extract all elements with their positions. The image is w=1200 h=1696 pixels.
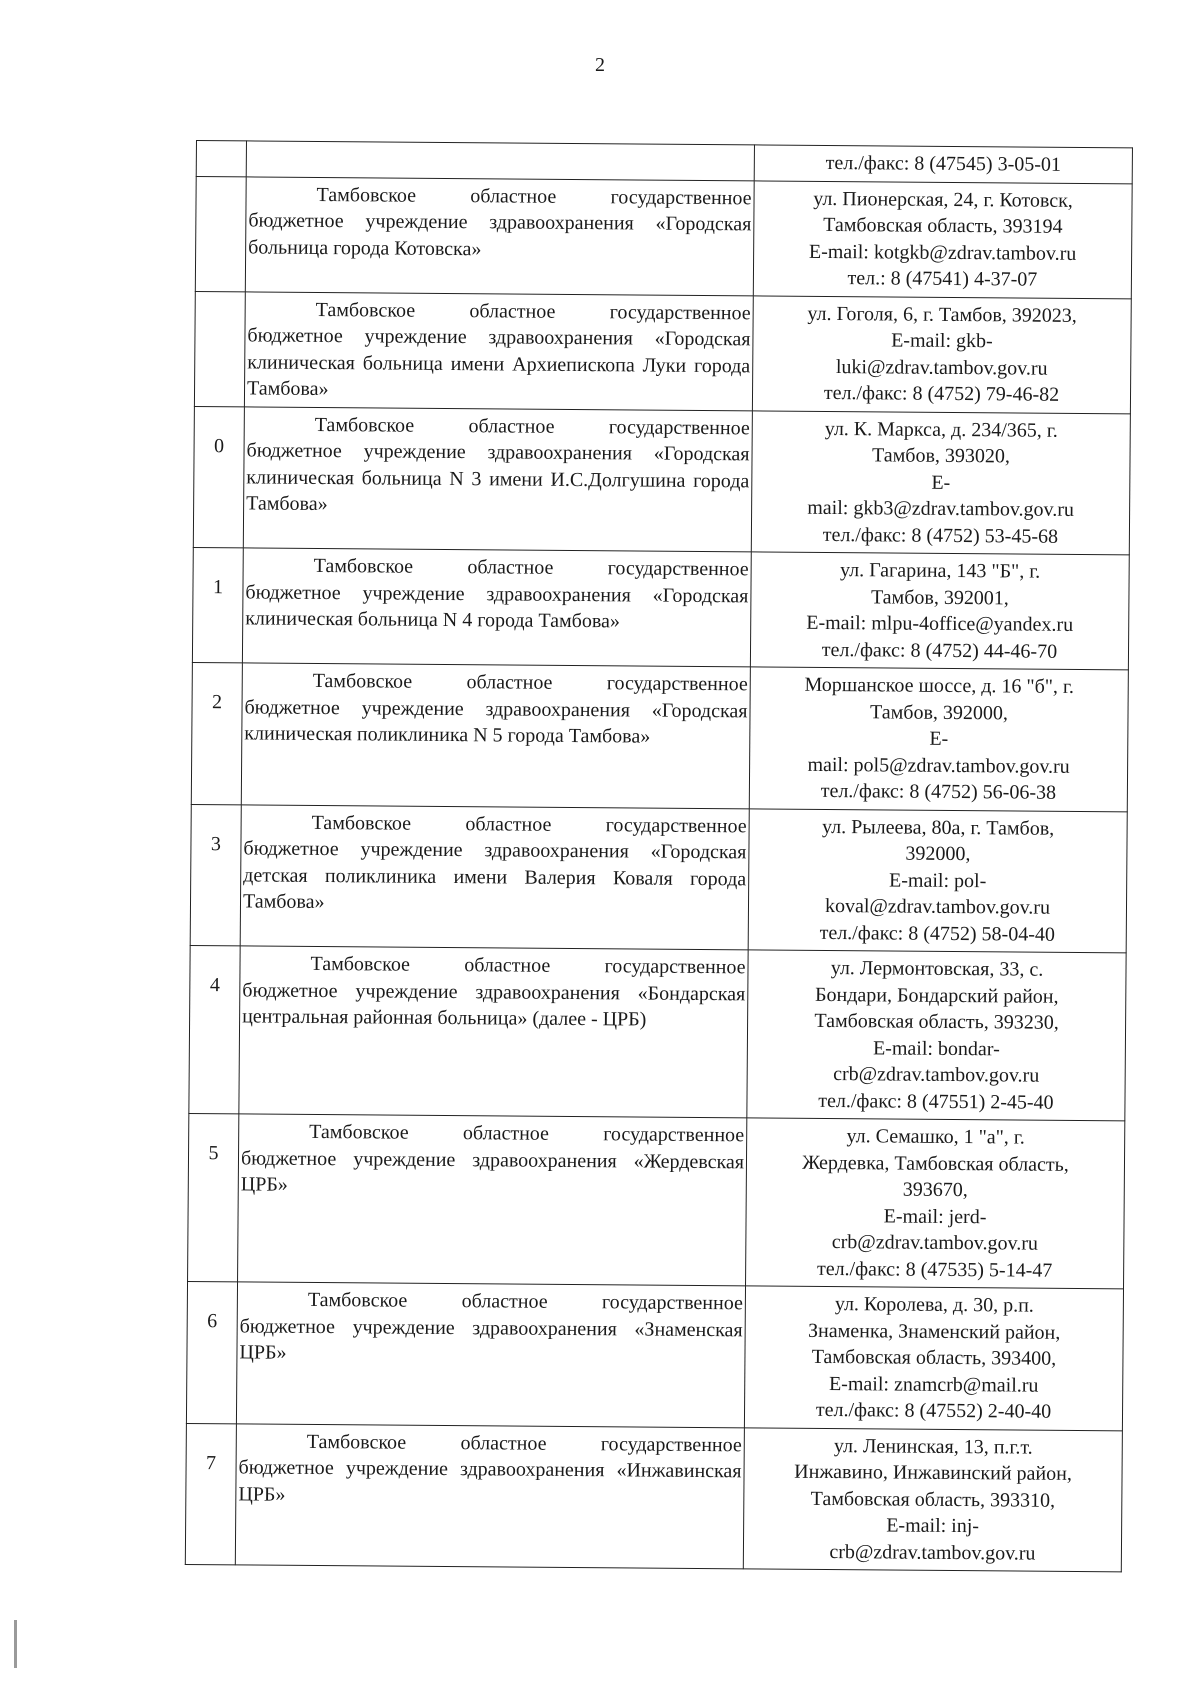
institution-name-cell — [235, 1423, 744, 1568]
table-row — [186, 1281, 1123, 1430]
contact-line: тел./факс: 8 (4752) 58-04-40 — [819, 921, 1056, 946]
table-row — [191, 662, 1128, 811]
table-body — [185, 141, 1132, 1572]
table-row — [193, 406, 1130, 555]
institution-name: Тамбовское областное государственное бюджетное учреждение здравоохранения «Городская клиническая больница имени Архиепископа Луки города Тамбова» — [246, 298, 751, 401]
contact-line: E-mail: kotgkb@zdrav.tambov.ru — [808, 240, 1077, 265]
contact-line: E-mail: mlpu-4office@yandex.ru — [806, 611, 1074, 636]
institution-name-cell — [240, 804, 749, 949]
row-number-cell: 0 — [193, 406, 244, 548]
contact-line: Тамбов, 392000, — [870, 700, 1009, 724]
institution-name-cell — [239, 946, 748, 1118]
table-row — [190, 804, 1127, 953]
contact-line: Тамбовская область, 393400, — [811, 1345, 1057, 1370]
contact-line: Бондари, Бондарский район, — [814, 983, 1059, 1008]
contact-line: mail: gkb3@zdrav.tambov.gov.ru — [807, 496, 1075, 521]
institution-name-cell — [238, 1114, 747, 1286]
contact-line: E- — [929, 727, 949, 750]
contact-line: E-mail: jerd- — [883, 1204, 987, 1228]
contact-line: Моршанское шоссе, д. 16 "б", г. — [804, 673, 1075, 698]
institution-name-cell — [244, 291, 753, 410]
contact-line: E-mail: pol- — [889, 868, 987, 892]
contact-line: тел./факс: 8 (47552) 2-40-40 — [815, 1398, 1052, 1423]
contact-line: Тамбовская область, 393310, — [810, 1487, 1056, 1512]
contact-line: koval@zdrav.tambov.gov.ru — [824, 894, 1051, 919]
contact-cell — [744, 1286, 1123, 1430]
institution-name — [249, 145, 752, 149]
contact-line: тел./факс: 8 (47545) 3-05-01 — [825, 151, 1062, 176]
contact-line: crb@zdrav.tambov.gov.ru — [831, 1231, 1039, 1255]
row-number-cell — [195, 176, 246, 291]
contact-line: E-mail: znamcrb@mail.ru — [828, 1372, 1039, 1397]
contact-line: тел./факс: 8 (4752) 53-45-68 — [822, 523, 1059, 548]
contact-line: ул. Гоголя, 6, г. Тамбов, 392023, — [807, 302, 1077, 327]
institution-name: Тамбовское областное государственное бюджетное учреждение здравоохранения «Городская клиническая больница N 3 имени И.С.Долгушина города Тамбова» — [246, 413, 750, 516]
institution-name-cell — [243, 406, 752, 551]
row-number-cell — [196, 141, 246, 177]
institution-name: Тамбовское областное государственное бюджетное учреждение здравоохранения «Бондарская центральная районная больница» (далее - ЦРБ) — [242, 952, 746, 1031]
institution-name-cell — [245, 176, 754, 295]
table-row — [188, 1113, 1125, 1288]
row-number-cell: 4 — [189, 945, 240, 1113]
institution-name: Тамбовское областное государственное бюджетное учреждение здравоохранения «Городская клиническая поликлиника N 5 города Тамбова» — [244, 669, 748, 748]
row-number-cell: 1 — [192, 547, 243, 662]
contact-line: mail: pol5@zdrav.tambov.gov.ru — [807, 753, 1070, 778]
contact-cell — [752, 295, 1131, 413]
contact-line: тел./факс: 8 (47551) 2-45-40 — [818, 1089, 1054, 1114]
contact-line: Тамбовская область, 393230, — [814, 1009, 1059, 1034]
contact-cell — [743, 1427, 1122, 1571]
contact-cell — [746, 1118, 1125, 1289]
contact-line: Тамбов, 392001, — [870, 585, 1009, 609]
page-number: 2 — [595, 54, 605, 76]
contact-line: тел./факс: 8 (4752) 79-46-82 — [823, 381, 1060, 406]
row-number-cell: 3 — [190, 804, 241, 946]
row-number-cell: 7 — [185, 1423, 236, 1565]
contact-line: тел.: 8 (47541) 4-37-07 — [847, 267, 1038, 291]
contact-cell — [753, 180, 1132, 298]
contact-line: E-mail: gkb- — [891, 329, 993, 353]
contact-line: тел./факс: 8 (4752) 44-46-70 — [821, 638, 1058, 663]
contact-line: ул. Рылеева, 80а, г. Тамбов, — [821, 815, 1055, 840]
contact-line: Тамбовская область, 393194 — [823, 213, 1063, 238]
institution-name: Тамбовское областное государственное бюджетное учреждение здравоохранения «Городская больница города Котовска» — [248, 183, 752, 260]
table-row — [195, 176, 1132, 298]
row-number-cell: 6 — [186, 1281, 237, 1423]
contact-cell — [748, 808, 1127, 952]
contact-line: ул. Пионерская, 24, г. Котовск, — [813, 187, 1073, 212]
table-row — [192, 547, 1129, 669]
institution-name: Тамбовское областное государственное бюджетное учреждение здравоохранения «Городская детская поликлиника имени Валерия Коваля города Тамбова» — [242, 811, 747, 914]
contact-cell — [751, 410, 1130, 554]
contact-line: тел./факс: 8 (4752) 56-06-38 — [820, 779, 1057, 804]
contact-line: luki@zdrav.tambov.gov.ru — [835, 355, 1048, 380]
contact-line: E-mail: bondar- — [872, 1036, 1000, 1060]
contact-line: ул. Гагарина, 143 "Б", г. — [839, 559, 1041, 583]
contact-line: crb@zdrav.tambov.gov.ru — [833, 1063, 1040, 1087]
institution-name-cell — [241, 663, 750, 808]
table-row — [185, 1423, 1122, 1572]
contact-line: тел./факс: 8 (47535) 5-14-47 — [816, 1257, 1053, 1282]
contact-line: crb@zdrav.tambov.gov.ru — [829, 1540, 1036, 1565]
row-number-cell: 2 — [191, 662, 242, 804]
contact-line: E-mail: inj- — [886, 1514, 980, 1538]
contact-line: Тамбов, 393020, — [872, 444, 1011, 468]
institution-name-cell — [246, 141, 754, 180]
institution-name: Тамбовское областное государственное бюджетное учреждение здравоохранения «Знаменская ЦРБ» — [239, 1288, 743, 1364]
contact-line: 393670, — [902, 1178, 968, 1202]
institution-name: Тамбовское областное государственное бюджетное учреждение здравоохранения «Инжавинская ЦРБ» — [238, 1430, 742, 1506]
table-row — [194, 291, 1131, 413]
institution-name: Тамбовское областное государственное бюджетное учреждение здравоохранения «Жердевская ЦРБ» — [240, 1120, 745, 1196]
contact-line: Знаменка, Знаменский район, — [807, 1319, 1061, 1344]
contact-cell — [754, 145, 1132, 183]
contact-line: ул. Ленинская, 13, п.г.т. — [833, 1434, 1033, 1459]
table-row — [189, 945, 1126, 1120]
contact-cell — [747, 950, 1126, 1121]
contact-line: ул. Семашко, 1 "а", г. — [846, 1125, 1025, 1149]
contact-line: Жердевка, Тамбовская область, — [802, 1151, 1069, 1176]
contact-line: ул. Королева, д. 30, р.п. — [834, 1293, 1034, 1317]
contact-line: ул. К. Маркса, д. 234/365, г. — [824, 417, 1058, 442]
institutions-table — [185, 140, 1133, 1572]
contact-line: Инжавино, Инжавинский район, — [794, 1460, 1072, 1485]
contact-line: ул. Лермонтовская, 33, с. — [830, 957, 1044, 981]
institution-name-cell — [242, 548, 751, 667]
row-number-cell: 5 — [188, 1113, 239, 1281]
institution-name-cell — [236, 1282, 745, 1427]
contact-cell — [749, 667, 1128, 811]
scan-edge-mark — [14, 1620, 17, 1668]
contact-cell — [750, 552, 1129, 670]
contact-line: E- — [931, 471, 951, 494]
contact-line: 392000, — [905, 842, 971, 866]
row-number-cell — [194, 291, 245, 406]
institution-name: Тамбовское областное государственное бюджетное учреждение здравоохранения «Городская клиническая больница N 4 города Тамбова» — [245, 554, 749, 633]
